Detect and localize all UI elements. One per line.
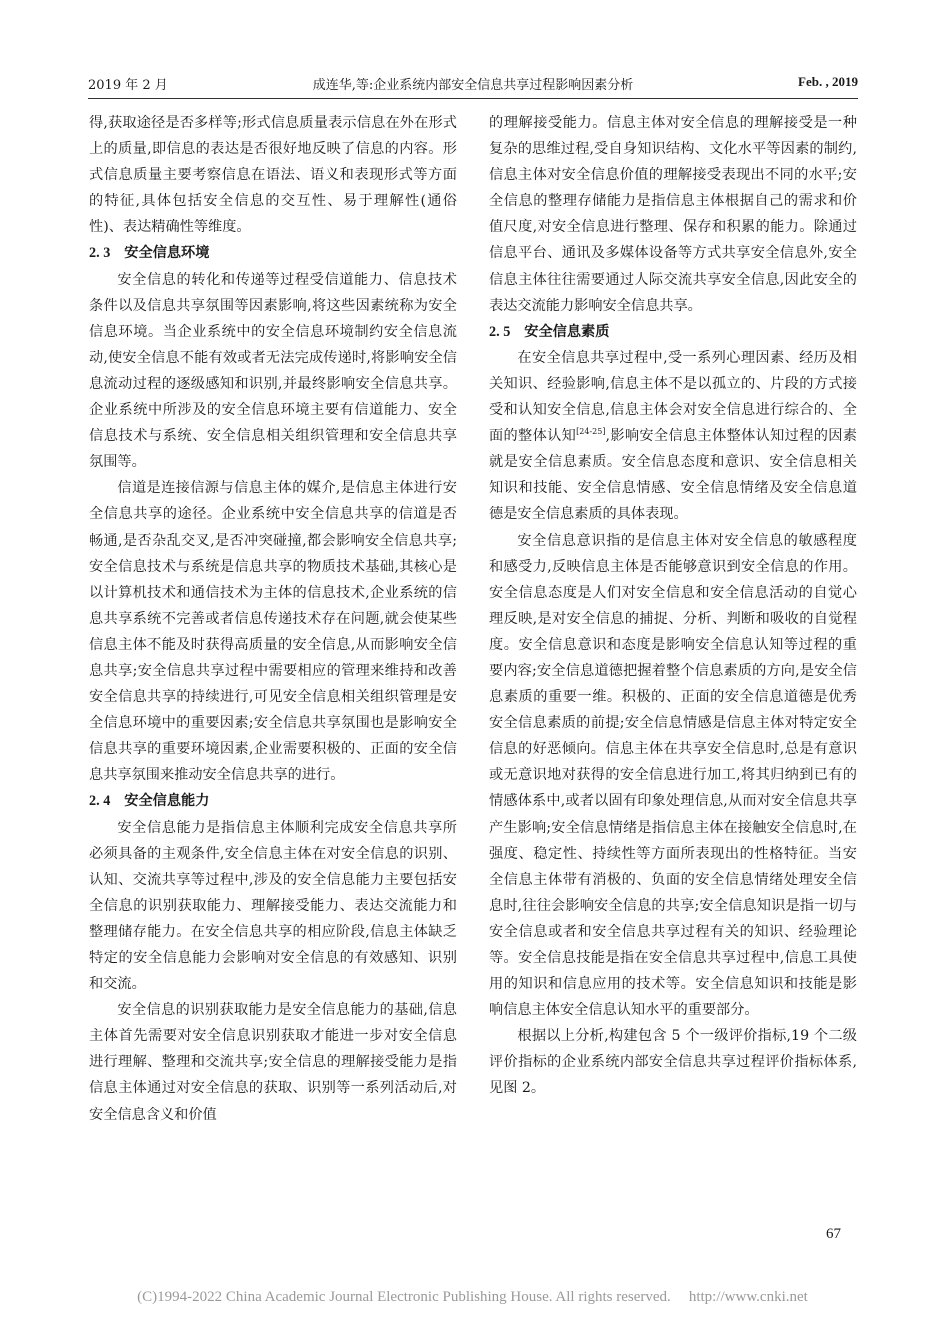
copyright-text: (C)1994-2022 China Academic Journal Electronic Publishing House. All rights reserved. xyxy=(137,1289,671,1305)
paragraph: 安全信息意识指的是信息主体对安全信息的敏感程度和感受力,反映信息主体是否能够意识到安全信息的作用。安全信息态度是人们对安全信息和安全信息活动的自觉心理反映,是对安全信息的捕捉、分析、判断和吸收的自觉程度。安全信息意识和态度是影响安全信息认知等过程的重要内容;安全信息道德把握着整个信息素质的方向,是安全信息素质的重要一维。积极的、正面的安全信息道德是优秀安全信息素质的前提;安全信息情感是信息主体对特定安全信息的好恶倾向。信息主体在共享安全信息时,总是有意识或无意识地对获得的安全信息进行加工,将其归纳到已有的情感体系中,或者以固有印象处理信息,从而对安全信息共享产生影响;安全信息情绪是指信息主体在接触安全信息时,在强度、稳定性、持续性等方面所表现出的性格特征。当安全信息主体带有消极的、负面的安全信息情绪处理安全信息时,往往会影响安全信息的共享;安全信息知识是指一切与安全信息或者和安全信息共享过程有关的知识、经验理论等。安全信息技能是指在安全信息共享过程中,信息工具使用的知识和信息应用的技术等。安全信息知识和技能是影响信息主体安全信息认知水平的重要部分。 xyxy=(489,532,857,1019)
paragraph xyxy=(489,345,857,528)
header-date: 2019 年 2 月 xyxy=(88,78,168,93)
paragraph-continued: 得,获取途径是否多样等;形式信息质量表示信息在外在形式上的质量,即信息的表达是否很好地反映了信息的内容。形式信息质量主要考察信息在语法、语义和表现形式等方面的特征,具体包括安全信息的交互性、易于理解性(通俗性)、表达精确性等维度。 xyxy=(89,115,457,236)
section-heading-2-5 xyxy=(489,319,857,345)
section-title: 安全信息环境 xyxy=(124,245,210,262)
paragraph-continued: 的理解接受能力。信息主体对安全信息的理解接受是一种复杂的思维过程,受自身知识结构、文化水平等因素的制约,信息主体对安全信息价值的理解接受表现出不同的水平;安全信息的整理存储能力是指信息主体根据自己的需求和价值尺度,对安全信息进行整理、保存和积累的能力。除通过信息平台、通讯及多媒体设备等方式共享安全信息外,安全信息主体往往需要通过人际交流共享安全信息,因此安全的表达交流能力影响安全信息共享。 xyxy=(489,115,857,314)
paragraph: 安全信息的转化和传递等过程受信道能力、信息技术条件以及信息共享氛围等因素影响,将这些因素统称为安全信息环境。当企业系统中的安全信息环境制约安全信息流动,使安全信息不能有效或者无法完成传递时,将影响安全信息流动过程的逐级感知和识别,并最终影响安全信息共享。企业系统中所涉及的安全信息环境主要有信道能力、安全信息技术与系统、安全信息相关组织管理和安全信息共享氛围等。 xyxy=(89,271,457,471)
header-title: 成连华,等:企业系统内部安全信息共享过程影响因素分析 xyxy=(312,78,634,93)
section-heading-2-3 xyxy=(89,240,457,266)
paragraph: 信道是连接信源与信息主体的媒介,是信息主体进行安全信息共享的途径。企业系统中安全信息共享的信道是否畅通,是否杂乱交叉,是否冲突碰撞,都会影响安全信息共享;安全信息技术与系统是信息共享的物质技术基础,其核心是以计算机技术和通信技术为主体的信息技术,企业系统的信息共享系统不完善或者信息传递技术存在问题,就会使某些信息主体不能及时获得高质量的安全信息,从而影响安全信息共享;安全信息共享过程中需要相应的管理来维持和改善安全信息共享的持续进行,可见安全信息相关组织管理是安全信息环境中的重要因素;安全信息共享氛围也是影响安全信息共享的重要环境因素,企业需要积极的、正面的安全信息共享氛围来推动安全信息共享的进行。 xyxy=(89,480,457,784)
footer-url: http://www.cnki.net xyxy=(688,1289,808,1305)
page-number: 67 xyxy=(826,1226,841,1242)
paragraph-text: ,影响安全信息主体整体认知过程的因素就是安全信息素质。安全信息态度和意识、安全信息相关知识和技能、安全信息情感、安全信息情绪及安全信息道德是安全信息素质的具体表现。 xyxy=(489,428,857,523)
section-number: 2. 3 xyxy=(89,245,111,262)
section-heading-2-4 xyxy=(89,788,457,814)
section-number: 2. 5 xyxy=(489,323,511,340)
section-title: 安全信息能力 xyxy=(124,793,210,810)
citation-ref: [24-25] xyxy=(576,427,606,437)
copyright-footer xyxy=(0,1289,945,1306)
section-title: 安全信息素质 xyxy=(524,323,610,340)
section-number: 2. 4 xyxy=(89,793,111,810)
paragraph: 安全信息的识别获取能力是安全信息能力的基础,信息主体首先需要对安全信息识别获取才能进一步对安全信息进行理解、整理和交流共享;安全信息的理解接受能力是指信息主体通过对安全信息的获取、识别等一系列活动后,对安全信息含义和价值 xyxy=(89,1002,457,1123)
right-column xyxy=(489,110,857,1102)
header-date-en: Feb. , 2019 xyxy=(798,74,858,89)
paragraph: 根据以上分析,构建包含 5 个一级评价指标,19 个二级评价指标的企业系统内部安全信息共享过程评价指标体系,见图 2。 xyxy=(489,1028,857,1097)
paragraph: 安全信息能力是指信息主体顺利完成安全信息共享所必须具备的主观条件,安全信息主体在对安全信息的识别、认知、交流共享等过程中,涉及的安全信息能力主要包括安全信息的识别获取能力、理解接受能力、表达交流能力和整理储存能力。在安全信息共享的相应阶段,信息主体缺乏特定的安全信息能力会影响对安全信息的有效感知、识别和交流。 xyxy=(89,819,457,993)
paragraph-text: 在安全信息共享过程中,受一系列心理因素、经历及相关知识、经验影响,信息主体不是以孤立的、片段的方式接受和认知安全信息,信息主体会对安全信息进行综合的、全面的整体认知 xyxy=(489,349,857,445)
left-column xyxy=(89,110,457,1128)
running-header xyxy=(88,70,858,94)
header-rule xyxy=(88,98,858,99)
